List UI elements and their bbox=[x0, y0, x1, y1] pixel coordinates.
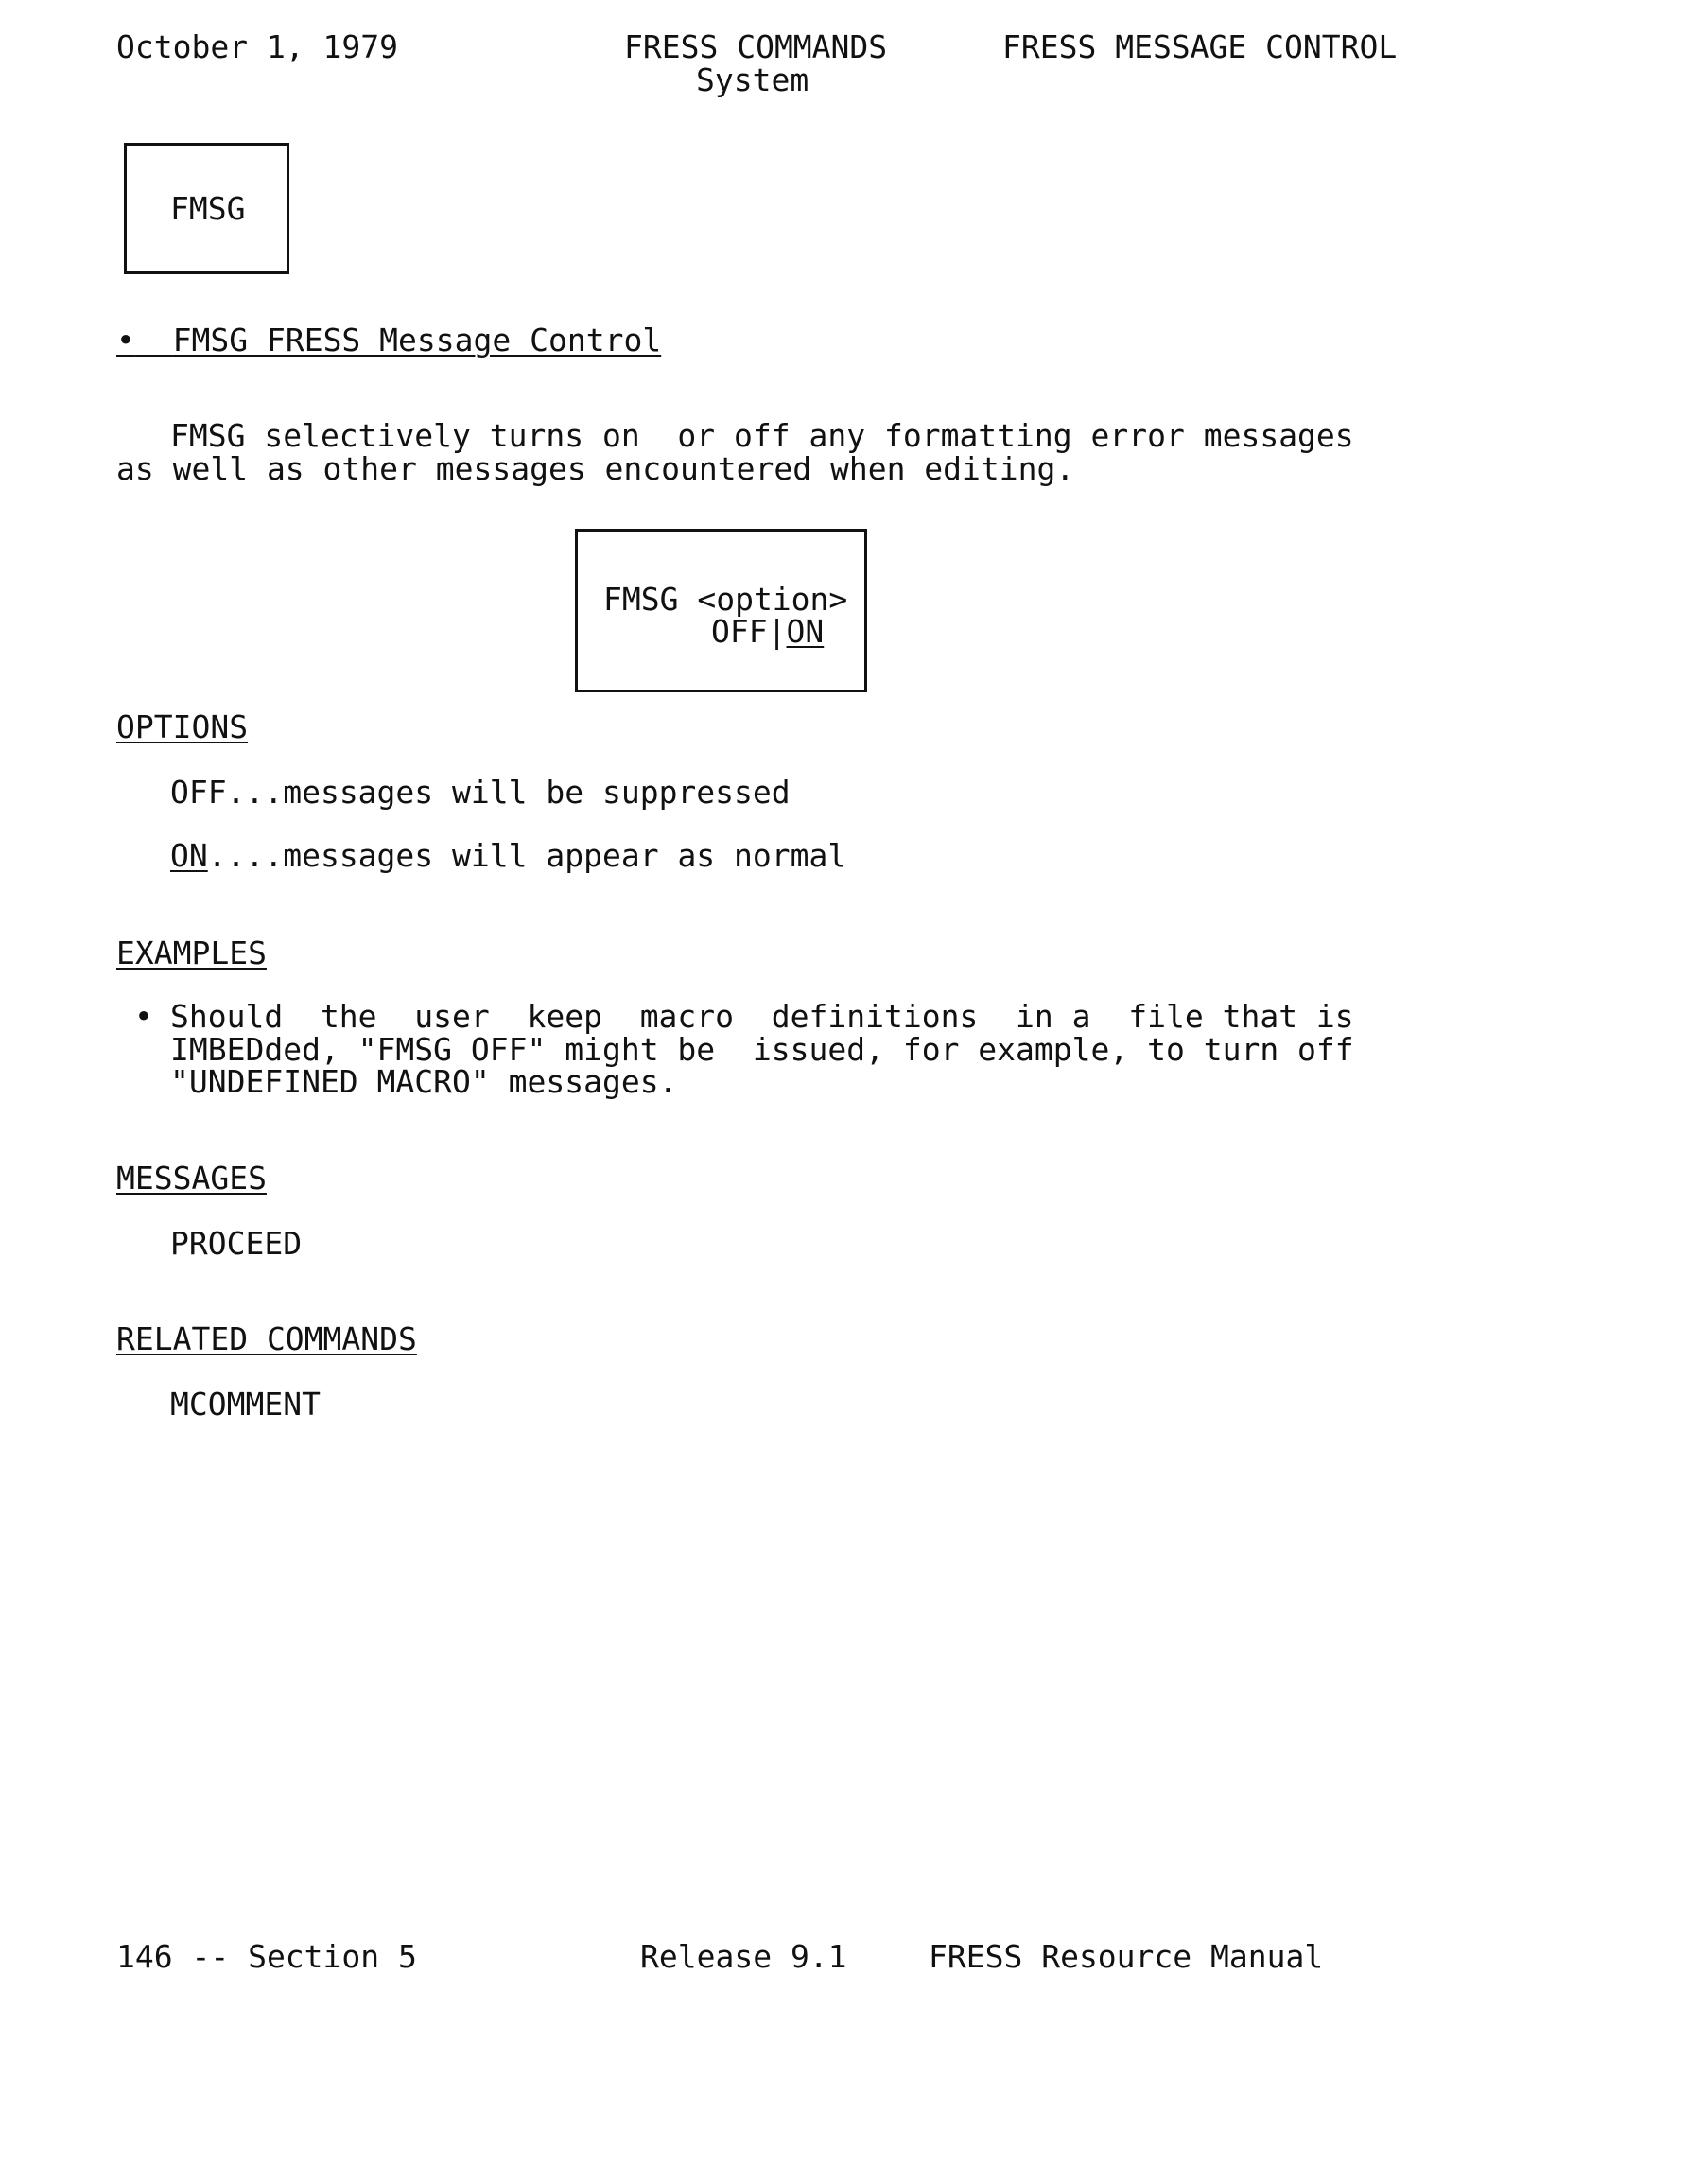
messages-heading: MESSAGES bbox=[116, 1160, 267, 1197]
syntax-option-on-default: ON bbox=[786, 613, 825, 650]
command-name: FMSG bbox=[170, 190, 246, 227]
syntax-separator: | bbox=[767, 613, 787, 650]
footer-manual: FRESS Resource Manual bbox=[929, 1938, 1324, 1975]
option-off-key: OFF bbox=[170, 774, 227, 811]
message-item: PROCEED bbox=[170, 1225, 303, 1262]
syntax-line: FMSG <option> bbox=[603, 581, 848, 618]
header-subcategory: System bbox=[696, 61, 809, 98]
header-topic: FRESS MESSAGE CONTROL bbox=[1002, 28, 1398, 65]
header-category: FRESS COMMANDS bbox=[624, 28, 888, 65]
section-bullet-gap bbox=[135, 322, 173, 358]
section-bullet: • bbox=[116, 322, 135, 358]
option-on bbox=[170, 837, 847, 874]
option-on-key: ON bbox=[170, 837, 208, 874]
section-heading-text: FMSG FRESS Message Control bbox=[172, 322, 662, 358]
example-bullet: • bbox=[134, 998, 153, 1035]
example-line-2: IMBEDded, "FMSG OFF" might be issued, for example, to turn off bbox=[170, 1031, 1354, 1068]
related-commands-heading: RELATED COMMANDS bbox=[116, 1320, 417, 1357]
syntax-option-off: OFF bbox=[711, 613, 768, 650]
header-date: October 1, 1979 bbox=[116, 28, 399, 65]
footer-page: 146 -- Section 5 bbox=[116, 1938, 417, 1975]
examples-heading: EXAMPLES bbox=[116, 935, 267, 971]
section-heading bbox=[116, 324, 661, 356]
example-line-3: "UNDEFINED MACRO" messages. bbox=[170, 1063, 678, 1100]
syntax-options bbox=[711, 613, 825, 650]
related-command-item: MCOMMENT bbox=[170, 1386, 321, 1423]
intro-line-1: FMSG selectively turns on or off any formatting error messages bbox=[170, 417, 1354, 454]
footer-release: Release 9.1 bbox=[640, 1938, 847, 1975]
option-on-desc: ....messages will appear as normal bbox=[207, 837, 847, 874]
options-heading: OPTIONS bbox=[116, 708, 249, 745]
example-line-1: Should the user keep macro definitions in a file that is bbox=[170, 998, 1354, 1035]
option-off-desc: ...messages will be suppressed bbox=[226, 774, 791, 811]
intro-line-2: as well as other messages encountered when editing. bbox=[116, 450, 1075, 487]
option-off bbox=[170, 774, 791, 811]
